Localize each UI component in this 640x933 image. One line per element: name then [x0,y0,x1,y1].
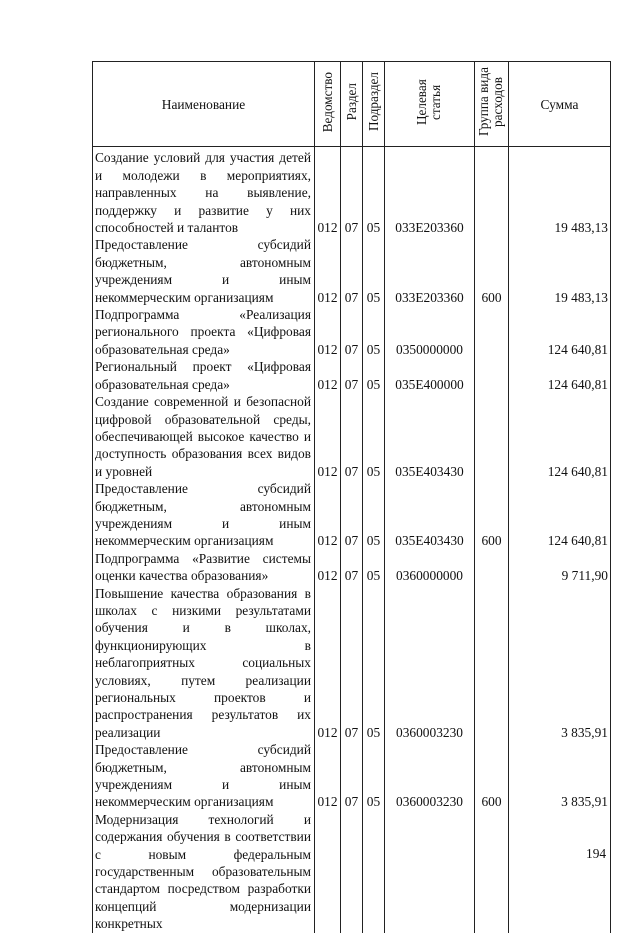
header-gruppa [475,62,509,147]
header-vedomstvo [315,62,341,147]
cell-summa: 9 711,90 [509,550,611,585]
header-gruppa-label: Группа вида расходов [475,67,505,137]
cell-summa [509,811,611,933]
cell-summa: 124 640,81 [509,393,611,480]
cell-celevaya: 0360003230 [385,741,475,811]
cell-razdel: 07 [341,550,363,585]
header-vedomstvo-label: Ведомство [319,71,335,133]
cell-summa: 3 835,91 [509,741,611,811]
cell-gruppa [475,550,509,585]
cell-name: Предоставление субсидий бюджетным, автономным учреждениям и иным некоммерческим организациям [93,480,315,550]
cell-vedomstvo: 012 [315,306,341,358]
cell-podrazdel: 05 [363,480,385,550]
cell-gruppa [475,393,509,480]
table-row [93,358,611,393]
cell-razdel: 07 [341,306,363,358]
cell-podrazdel: 05 [363,393,385,480]
header-name-label: Наименование [161,96,246,112]
cell-name: Подпрограмма «Развитие системы оценки качества образования» [93,550,315,585]
cell-vedomstvo: 012 [315,550,341,585]
cell-celevaya: 033Е203360 [385,147,475,237]
cell-celevaya: 035Е403430 [385,480,475,550]
page-number: 194 [586,846,607,861]
header-summa-label: Сумма [540,96,579,112]
cell-name: Создание современной и безопасной цифровой образовательной среды, обеспечивающей высокое качество и доступность образования всех видов и уровней [93,393,315,480]
cell-gruppa: 600 [475,741,509,811]
table-body [93,147,611,933]
header-name [93,62,315,147]
cell-podrazdel: 05 [363,358,385,393]
cell-podrazdel [363,811,385,933]
cell-celevaya [385,811,475,933]
cell-podrazdel: 05 [363,550,385,585]
cell-celevaya: 0360003230 [385,585,475,742]
table-row [93,147,611,237]
cell-vedomstvo: 012 [315,236,341,306]
cell-vedomstvo: 012 [315,480,341,550]
cell-gruppa [475,585,509,742]
cell-razdel: 07 [341,147,363,237]
header-razdel-label: Раздел [343,83,359,121]
header-podrazdel-label: Подраздел [365,72,381,132]
cell-name: Модернизация технологий и содержания обучения в соответствии с новым федеральным государственным образовательным стандартом посредством разработки концепций модернизации конкретных [93,811,315,933]
cell-razdel: 07 [341,358,363,393]
cell-razdel: 07 [341,585,363,742]
table-row [93,741,611,811]
cell-razdel: 07 [341,393,363,480]
cell-celevaya: 0350000000 [385,306,475,358]
cell-celevaya: 035Е400000 [385,358,475,393]
budget-table [92,61,611,933]
table-row [93,393,611,480]
cell-podrazdel: 05 [363,741,385,811]
cell-celevaya: 0360000000 [385,550,475,585]
cell-celevaya: 033Е203360 [385,236,475,306]
cell-podrazdel: 05 [363,585,385,742]
table-row [93,550,611,585]
cell-razdel: 07 [341,741,363,811]
cell-gruppa [475,811,509,933]
cell-name: Предоставление субсидий бюджетным, автономным учреждениям и иным некоммерческим организациям [93,741,315,811]
cell-name: Создание условий для участия детей и молодежи в мероприятиях, направленных на выявление, поддержку и развитие у них способностей и талантов [93,147,315,237]
cell-vedomstvo: 012 [315,358,341,393]
header-razdel [341,62,363,147]
cell-summa: 124 640,81 [509,480,611,550]
budget-table-container [92,61,610,932]
cell-celevaya: 035Е403430 [385,393,475,480]
header-celevaya-label: Целевая статья [413,79,443,125]
table-row [93,236,611,306]
cell-vedomstvo [315,811,341,933]
cell-summa: 19 483,13 [509,236,611,306]
header-summa [509,62,611,147]
cell-vedomstvo: 012 [315,147,341,237]
table-row [93,480,611,550]
cell-podrazdel: 05 [363,147,385,237]
cell-name: Повышение качества образования в школах с низкими результатами обучения и в школах, функционирующих в неблагоприятных социальных условиях, путем реализации региональных проектов и распространения результатов их реализации [93,585,315,742]
cell-gruppa [475,358,509,393]
cell-gruppa: 600 [475,480,509,550]
cell-summa: 124 640,81 [509,306,611,358]
cell-razdel: 07 [341,236,363,306]
cell-gruppa: 600 [475,236,509,306]
header-celevaya [385,62,475,147]
table-row [93,306,611,358]
cell-name: Подпрограмма «Реализация регионального проекта «Цифровая образовательная среда» [93,306,315,358]
cell-summa: 19 483,13 [509,147,611,237]
header-podrazdel [363,62,385,147]
cell-razdel: 07 [341,480,363,550]
table-row [93,585,611,742]
cell-summa: 3 835,91 [509,585,611,742]
table-row [93,811,611,933]
cell-vedomstvo: 012 [315,741,341,811]
cell-vedomstvo: 012 [315,393,341,480]
cell-name: Региональный проект «Цифровая образовательная среда» [93,358,315,393]
cell-podrazdel: 05 [363,306,385,358]
cell-vedomstvo: 012 [315,585,341,742]
table-header-row [93,62,611,147]
cell-summa: 124 640,81 [509,358,611,393]
cell-razdel [341,811,363,933]
cell-gruppa [475,147,509,237]
cell-gruppa [475,306,509,358]
cell-podrazdel: 05 [363,236,385,306]
cell-name: Предоставление субсидий бюджетным, автономным учреждениям и иным некоммерческим организациям [93,236,315,306]
